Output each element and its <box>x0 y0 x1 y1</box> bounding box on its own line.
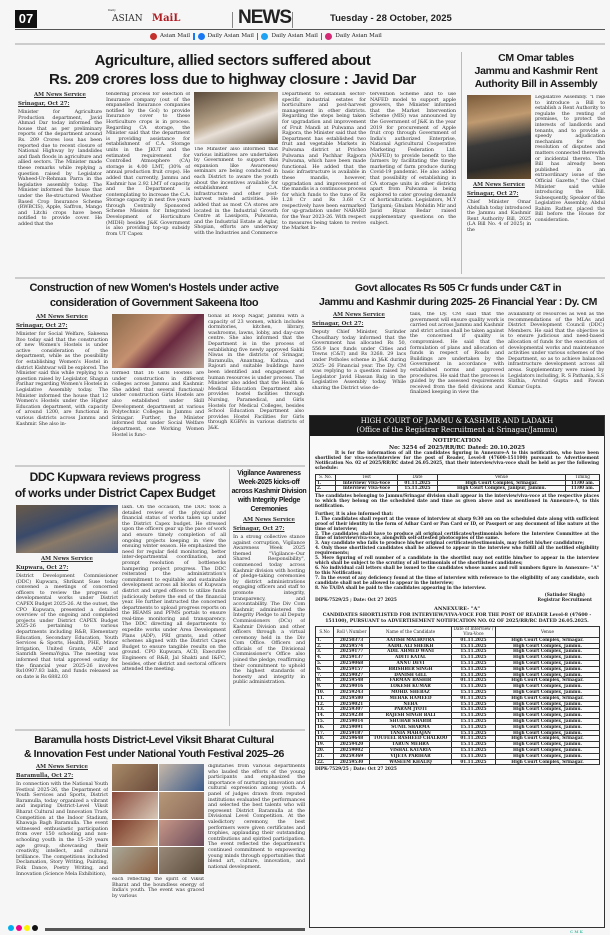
candidate-cell: TANIA MAHAJAN <box>370 730 452 736</box>
sakeena-itoo-photo <box>112 314 204 368</box>
yellow-dot <box>24 925 30 931</box>
dateline: Srinagar, Oct 27: <box>18 101 70 107</box>
candidate-cell: 21. <box>316 753 334 759</box>
signature-title: Registrar Recruitment <box>537 598 592 604</box>
candidate-cell: 15.11.2025 <box>452 672 496 678</box>
candidate-cell: 01.11.2025 <box>452 759 496 765</box>
candidate-cell: High Court Complex, Jammu. <box>496 747 600 753</box>
byline: AM News Service <box>243 517 295 523</box>
candidate-cell: VIJETA PARIHAR <box>370 753 452 759</box>
candidate-cell: High Court Complex, Jammu. <box>496 724 600 730</box>
dateline: Srinagar, Oct 27: <box>233 526 285 532</box>
notice-title: NOTIFICATION <box>432 438 482 444</box>
headline-line-2: Jammu and Kashmir during 2025- 26 Financial Year : Dy. CM <box>319 296 597 308</box>
dateline: Srinagar, Oct 27: <box>467 191 519 197</box>
article-text: Deputy Chief Minister, Surinder Choudhary today informed that the Government has allocated Rs 50, 556.9 lacs funds under Cities and Towns (C&T) and Rs 3268. 29 lacs under Potholes scheme in J&K during 2025- 26 Financial year. The Dy. CM was replying to a question raised by Legislator Javid Hassan Baig in the Legislative Assembly today. While sharing the District wise de- <box>312 329 406 391</box>
story-hostels-col-3 <box>208 314 304 462</box>
candidates-header-cell: Venue <box>496 627 600 638</box>
candidate-cell: 2. <box>316 643 334 649</box>
logo <box>108 9 198 27</box>
article-text: formed that 16 Girls Hostels are under construction in different colleges across Jammu and Kashmir. She added that several functional/ under construction Girls Hostels are also established under Skill Development department at various Polytechnic Colleges in Jammu and Srinagar. Further, the Minister informed that under Social Welfare department, one Working Women Hostel is func- <box>112 371 204 438</box>
candidate-cell: High Court Complex, Jammu. <box>496 713 600 719</box>
candidate-cell: 18. <box>316 736 334 742</box>
magenta-dot <box>16 925 22 931</box>
candidate-cell: ADITI KATAL <box>370 655 452 661</box>
dipk-reference-2: DIPK-7529/25 ; Date: Oct 27 2025 <box>315 767 397 773</box>
cmyk-label: C M K <box>570 929 583 934</box>
byline: AM News Service <box>333 312 385 318</box>
candidate-cell: 15.11.2025 <box>452 684 496 690</box>
notice-header <box>310 416 604 436</box>
candidate-cell: 9. <box>316 684 334 690</box>
candidate-cell: 4. <box>316 655 334 661</box>
candidate-cell: ADIL AHMED WANI <box>370 649 452 655</box>
black-dot <box>32 925 38 931</box>
candidate-cell: AATISH MALHOTRA <box>370 637 452 643</box>
candidate-cell: High Court Complex, Jammu. <box>496 753 600 759</box>
instagram-icon[interactable] <box>325 33 332 40</box>
candidate-cell: BRISHBER SINGH <box>370 666 452 672</box>
registration-marks <box>8 925 38 931</box>
annexure-title: ANNEXURE- "A" <box>433 606 481 613</box>
article-text: Department to establish sector-specific industrial estates for horticulture and post-harvest management in other districts. Regarding the steps being taken for upgradation and improvement of Fruit Mandi at Pulwama and Rajpora, the Minister said that the Department has established two fruit and vegetable Markets in Pulwama district at Prichoo Pulwama and Pachhar Rajpora Pulwama, which have been made functional. He added that the basic infrastructure is available in these mandis, however, upgradation and improvement of the mandis is a continuous process for which funds to the tune of Rs 1.28 Cr and Rs 3.68 Cr respectively have been earmarked for up-gradation under NABARD for the Year 2023-26. With respect to measures being taken to revive the Market In- <box>282 92 366 232</box>
dateline: Srinagar, Oct 27: <box>312 321 364 327</box>
article-text: dignitaries from various departments who lauded the efforts of the young participants and emphasized the importance of nurturing innovation and cultural expression among youth. A panel of judges drawn from reputed institutions evaluated the performances and selected the best talents who will represent District Baramulla at the Divisional Level Competition. At the valedictory ceremony, the best performers were given certificates and trophies, applauding their outstanding contributions and spirited participation. The event reflected the department's continued commitment to empowering young minds through opportunities that blend art, culture, innovation, and national development. <box>208 764 305 870</box>
story-ddc-col-2 <box>122 505 226 726</box>
candidate-cell: SHUHAB SHABIR <box>370 718 452 724</box>
candidate-cell: 15.11.2025 <box>452 690 496 696</box>
story-rent-bill-headline <box>464 52 608 91</box>
notice-point: 5. Mere figuring of roll number of a candidate in the shortlist may not entitle him/her to appear in the interview which shall be subject to the scrutiny of all testimonials of the shortlisted candidates; <box>315 556 599 566</box>
candidate-cell: 8. <box>316 678 334 684</box>
candidate-cell: 01.11.2025 <box>452 678 496 684</box>
schedule-cell: High Court Complex, Janipur, Jammu. <box>438 486 566 492</box>
headline-line-1: CM Omar tables <box>498 52 574 64</box>
story-rent-bill-col-1 <box>467 182 531 274</box>
candidate-cell: 15.11.2025 <box>452 718 496 724</box>
divider <box>193 33 195 40</box>
candidate-cell: LOKESH KUMAR <box>370 684 452 690</box>
section-rule <box>15 729 305 731</box>
notice-point: 2. The candidates shall have to produce all original certificates/testimonials before the Interview Committee at the time of interview/viva-voce, alongwith self-attested photocopies of the same. <box>315 531 599 542</box>
candidate-cell: High Court Complex, Jammu. <box>496 684 600 690</box>
story-agriculture-col-4 <box>282 92 366 274</box>
notice-point: 3. Any candidate who fails to produce his/her original certificates/testimonials, may forfeit his/her candidature; <box>315 541 585 547</box>
headline-line-2: Rs. 209 crores loss due to highway closure : Javid Dar <box>49 71 416 88</box>
article-text: Chief Minister Omar Abdullah today introduced the Jammu and Kashmir Rent Authority Bill, 2025 (LA Bill No. 4 of 2025) in the <box>467 199 531 233</box>
article-text: each reflecting the spirit of Viksit Bharat and the boundless energy of India's youth. The event was graced by various <box>112 877 204 899</box>
candidates-header-cell: Name of the Candidate <box>370 627 452 638</box>
headline-line-1: Baramulla hosts District-Level Viksit Bharat Cultural <box>34 734 274 746</box>
dateline: Kupwara, Oct 27: <box>16 565 69 571</box>
candidate-cell: MEHAK HAMEED <box>370 695 452 701</box>
byline: AM News Service <box>473 182 525 188</box>
byline: AM News Service <box>41 556 93 562</box>
candidate-cell: 20259068 <box>334 661 370 667</box>
headline-line-1: Construction of new Women's Hostels under active <box>29 282 279 294</box>
candidate-cell: 20259420 <box>334 742 370 748</box>
schedule-table <box>315 474 600 492</box>
notice-point: 1. The candidates shall report at the venue of interview at sharp 9:30 am on the scheduled date along with sufficient proof of their identity in the form of Adhar Card or Pan Card or ID, or Passport or any document of like nature at the time of interview; <box>315 516 599 532</box>
candidate-cell: NEHA <box>370 701 452 707</box>
candidate-cell: High Court Complex, Jammu. <box>496 655 600 661</box>
collage-photo <box>159 820 205 847</box>
candidate-cell: High Court Complex, Jammu. <box>496 672 600 678</box>
social-youtube-label[interactable]: Asian Mail <box>160 32 191 39</box>
candidate-cell: High Court Complex, Jammu. <box>496 649 600 655</box>
candidate-cell: High Court Complex, Srinagar. <box>496 678 600 684</box>
story-ct-funds-headline <box>308 281 608 309</box>
collage-photo <box>159 792 205 819</box>
signature-name: (Satinder Singh) <box>544 593 585 599</box>
schedule-header-cell: S. No. <box>316 474 336 480</box>
festival-photo-collage <box>112 764 204 874</box>
story-hostels-col-1 <box>16 314 108 462</box>
schedule-header-cell: Test <box>336 474 398 480</box>
column-divider <box>461 52 462 274</box>
candidate-cell: 11. <box>316 695 334 701</box>
headline-line-1: Agriculture, allied sectors suffered about <box>94 52 371 69</box>
schedule-cell: 15.11.2025 <box>398 486 438 492</box>
section-rule <box>15 277 605 279</box>
candidate-cell: 01.11.2025 <box>452 695 496 701</box>
story-ct-funds-col-1 <box>312 312 406 412</box>
masthead-rule <box>15 29 605 30</box>
candidate-cell: AADIL ALI SHEIKH <box>370 643 452 649</box>
candidate-cell: 15.11.2025 <box>452 649 496 655</box>
candidate-cell: 15.11.2025 <box>452 661 496 667</box>
masthead-bottom-rule <box>15 43 605 45</box>
candidate-cell: High Court Complex, Jammu. <box>496 718 600 724</box>
candidate-cell: 20259307 <box>334 707 370 713</box>
headline-line-2: of works under District Capex Budget <box>14 486 216 500</box>
story-agriculture-col-2 <box>106 92 190 274</box>
candidate-cell: 5. <box>316 661 334 667</box>
candidate-cell: High Court Complex, Jammu. <box>496 690 600 696</box>
headline-line-2: Week-2025 kicks-off <box>238 479 300 486</box>
candidate-cell: High Court Complex, Srinagar. <box>496 695 600 701</box>
candidate-cell: 20259648 <box>334 736 370 742</box>
candidate-cell: High Court Complex, Jammu. <box>496 661 600 667</box>
candidate-cell: 20259157 <box>334 666 370 672</box>
notice-header-line-2: (Office of the Registrar Recruitment at Srinagar/Jammu) <box>356 426 558 434</box>
dipk-reference: DIPK-7529/25 ; Date: Oct 27 2025 <box>315 598 397 604</box>
story-ddc-headline <box>3 469 227 501</box>
candidate-cell: 20259530 <box>334 759 370 765</box>
headline-line-2: & Innovation Fest under National Youth Festival 2025–26 <box>23 748 284 760</box>
byline: AM News Service <box>34 92 86 98</box>
story-baramulla-col-2 <box>112 877 204 920</box>
schedule-header-cell: Date <box>398 474 438 480</box>
candidate-cell: 6. <box>316 666 334 672</box>
candidate-cell: 15.11.2025 <box>452 655 496 661</box>
byline: AM News Service <box>36 314 88 320</box>
headline-line-1: DDC Kupwara reviews progress <box>29 470 201 484</box>
headline-line-5: Ceremonies <box>250 506 288 513</box>
print-bar-bottom <box>45 928 305 931</box>
article-text: tervention Scheme and to use NAFED model to support apple growers, the Minister informed that the Market Intervention Scheme (MIS) was announced by the Government of J&K in the year 2019 for procurement of Apple fruit crop through Government of India's authorized Enterprise, National Agricultural Cooperative Marketing Federation Ltd. (NAFED) to provide benefit to the farmers by facilitating the timely marketing of farm produce during Covid-19 pandemic. He also added that possibility of establishing in CA storage units in other districts apart from Pulwama is being explored to cater growing demands of horticulturists. Legislators, M.Y Tarigami; Ghulam Mohidin Mir and Javid Riyaz Bedar raised supplementary questions on the subject. <box>370 92 456 226</box>
article-text: The Minister also informed that various initiatives are undertaken by Government to support this expansion like Awareness/ seminars are being conducted in each District to aware the youth about the incentives available for establishment of C.A. infrastructure and other post-harvest related activities. He added that as most CA stores are located in the Industrial Growth Centre at Lassipora, Pulwama, and the Industrial Estate at Aglar, Shopian, efforts are underway with the Industries and Commerce <box>194 147 278 236</box>
candidate-cell: 20259021 <box>334 701 370 707</box>
candidate-cell: 15.11.2025 <box>452 666 496 672</box>
candidate-cell: 20259014 <box>334 718 370 724</box>
candidate-cell: SUNIL SHARMA <box>370 724 452 730</box>
issue-date: Tuesday - 28 October, 2025 <box>330 13 452 24</box>
candidate-cell: High Court Complex, Srinagar. <box>496 736 600 742</box>
candidate-cell: 20259027 <box>334 672 370 678</box>
candidates-header-cell: Date of Interview / Viva-Voce <box>452 627 496 638</box>
headline-line-4: with Integrity Pledge <box>237 497 301 504</box>
youtube-icon[interactable] <box>150 33 157 40</box>
candidate-cell: 15.11.2025 <box>452 730 496 736</box>
candidate-cell: High Court Complex, Jammu. <box>496 742 600 748</box>
candidate-cell: High Court Complex, Jammu. <box>496 730 600 736</box>
headline-line-3: Authority Bill in Assembly <box>474 78 598 90</box>
candidate-cell: High Court Complex, Jammu. <box>496 643 600 649</box>
byline: AM News Service <box>36 764 88 770</box>
cm-photo <box>467 95 531 179</box>
candidates-table <box>315 626 600 765</box>
article-text: In connection with the National Youth Festival 2025-26, the Department of Youth Services and Sports, District Baramulla, today organized a vibrant and inspiring District-Level Viksit Bharat Cultural and Innovation Track Competition at the Indoor Stadium, Khawaja Bagh Baramulla. The event witnessed enthusiastic participation from over 150 schooling and non-schooling youth in the 15–29 years age group, showcasing their creativity, intellect, and cultural brilliance. The competitions included Declamation, Story Writing, Painting, Folk Dance, Poetry Writing, and Innovation (Science Mela Exhibition), <box>16 781 108 877</box>
candidate-cell: 22. <box>316 759 334 765</box>
notice-point: 4. Only those shortlisted candidates shall be allowed to appear in the interview who fulfill all the notified eligibility requirements; <box>315 546 599 557</box>
ddc-meeting-photo <box>16 505 118 553</box>
candidate-cell: 20259574 <box>334 643 370 649</box>
candidates-header-row <box>316 627 600 638</box>
article-text: Minister for Agriculture Production department, Javid Ahmad Dar today informed the house that as per preliminary reports of the department around Rs. 209 Crores loss has been reported due to recent closure of National Highway by landslides and flash floods in agriculture and allied sectors. The Minister made these remarks while replying a question raised by Legislator Waheed-Ur-Rehman Parra in the legislative assembly today. The Minister informed the house that under the Re-structured Weather Based Crop Insurance Scheme (RWBCIS), Apple, Saffron, Mango and Litchi crops have been notified to provide cover. He added that the <box>18 109 102 227</box>
candidate-cell: 12. <box>316 701 334 707</box>
section-title: NEWS <box>238 7 291 28</box>
schedule-cell: 11:00 am. <box>566 480 600 486</box>
logo-red: MaiL <box>152 13 181 24</box>
candidate-cell: 14. <box>316 713 334 719</box>
candidate-cell: DANISH GILL <box>370 672 452 678</box>
candidate-cell: High Court Complex, Jammu. <box>496 707 600 713</box>
story-agriculture-col-3 <box>194 147 278 274</box>
story-baramulla-headline <box>3 733 305 761</box>
schedule-cell: 11:00 am. <box>566 486 600 492</box>
story-ddc-col-1 <box>16 556 118 726</box>
schedule-header-cell: Venue <box>438 474 566 480</box>
candidate-cell: 13. <box>316 707 334 713</box>
candidate-cell: 15.11.2025 <box>452 724 496 730</box>
candidate-cell: WASEEM KHALIQ <box>370 759 452 765</box>
candidate-cell: 10. <box>316 690 334 696</box>
cyan-dot <box>8 925 14 931</box>
candidate-cell: 20259091 <box>334 724 370 730</box>
collage-photo <box>112 792 158 819</box>
schedule-cell: Interview/ Viva-Voce <box>336 480 398 486</box>
section-divider-left <box>232 12 233 28</box>
notice-further: Further, it is also informed that: <box>315 511 393 517</box>
social-twitter-label[interactable]: Daily Asian Mail <box>271 32 318 39</box>
candidate-cell: 20250373 <box>334 637 370 643</box>
schedule-cell: 1. <box>316 480 336 486</box>
candidate-cell: FARMAN BASHIR <box>370 678 452 684</box>
candidate-cell: TOUFEEL RASHEED CHALKOO <box>370 736 452 742</box>
candidate-cell: High Court Complex, Srinagar. <box>496 637 600 643</box>
divider <box>257 33 259 40</box>
candidate-cell: PARAM JYOTI <box>370 707 452 713</box>
candidate-row <box>316 759 600 765</box>
candidates-header-cell: S.No <box>316 627 334 638</box>
collage-photo <box>112 847 158 874</box>
story-agriculture-col-5 <box>370 92 456 274</box>
candidate-cell: 15.11.2025 <box>452 753 496 759</box>
headline <box>5 51 460 89</box>
schedule-cell: Interview/ Viva-Voce <box>336 486 398 492</box>
story-rent-bill-col-2 <box>535 95 605 274</box>
divider <box>321 33 323 40</box>
candidate-cell: 15.11.2025 <box>452 707 496 713</box>
collage-photo <box>159 847 205 874</box>
notice-number: No: 3254 of 2025/RR/RC Dated: 20.10.2025 <box>388 444 526 451</box>
candidate-cell: High Court Complex, Srinagar. <box>496 759 600 765</box>
headline-line-1: Govt allocates Rs 505 Cr funds under C&T in <box>354 282 562 294</box>
twitter-icon[interactable] <box>261 33 268 40</box>
notice-point: 8. No TA/DA shall be paid to the candidates appearing in the interview. <box>315 585 486 591</box>
candidate-cell: 20259238 <box>334 713 370 719</box>
candidate-cell: 15.11.2025 <box>452 742 496 748</box>
candidate-cell: 20259002 <box>334 747 370 753</box>
facebook-icon[interactable] <box>198 33 205 40</box>
headline-line-2: consideration of Government Sakeena Itoo <box>49 297 259 309</box>
section-rule <box>15 465 305 467</box>
article-text: District Development Commissioner (DDC) Kupwara, Shrikant Suse today convened a meetings of concerned officers to review the progress of developmental works under District CAPEX Budget 2025-26. At the outset, the CPO Kupwara, presented a detailed overview of the ongoing and completed projects under District CAPEX Budget 2025-26 pertaining to various departments including R&B, Elementary Education, Secondary Education, Youth Services & Sports, Health, PHE, Minor Irrigation, United Grants, ADF and Samridh SeemaYojna. The meeting was informed that total approved outlay for the financial year 2025-26 involves Rs10907.83 lakh, and funds released as on date is Rs 6882.03 <box>16 573 118 680</box>
dateline: Srinagar, Oct 27: <box>16 323 68 329</box>
schedule-cell: 2. <box>316 486 336 492</box>
candidate-cell: High Court Complex, Jammu. <box>496 666 600 672</box>
candidate-cell: ANNU DEVI <box>370 661 452 667</box>
story-baramulla-col-3 <box>208 764 305 920</box>
dateline: Baramulla, Oct 27: <box>16 773 74 779</box>
social-instagram-label[interactable]: Daily Asian Mail <box>335 32 382 39</box>
signature-block <box>538 593 592 603</box>
article-text: tails, the Dy. CM said that the government will ensure quality work is carried out across Jammu and Kashmir and strict action shall be taken against the concerned if quality is compromised. He said that the formulation of plans and allocation of funds in respect of Roads and Buildings are undertaken by the Government in accordance with established norms and approved procedures. He said that the process is guided by the assessed requirements received from the field divisions and finalized keeping in view the <box>410 312 504 396</box>
schedule-cell: High Court Complex, Srinagar. <box>438 480 566 486</box>
headline-line-1: Vigilance Awareness <box>237 470 301 477</box>
collage-photo <box>112 820 158 847</box>
logo-small: Daily <box>108 8 116 12</box>
candidate-cell: TARUN MEHRA <box>370 742 452 748</box>
notice-point: 6. No individual call letters shall be issued to the candidates whose names and roll numbers figure in Annexure- "A" to this Notification; <box>315 565 599 576</box>
candidate-cell: 15.11.2025 <box>452 747 496 753</box>
story-hostels-col-2 <box>112 371 204 462</box>
story-baramulla-col-1 <box>16 764 108 920</box>
minister-photo <box>194 92 278 144</box>
candidate-cell: 19. <box>316 742 334 748</box>
article-text: tendering process for selection of Insurance company (out of the empanelled Insurance companies notified by the GoI) to provide Insurance cover to these Horticulture crops is in process. Regarding CA storage, the Minister said that the department is providing assistance for establishment of C.A. Storage units in the JKUT and the estimated requirement for Controlled Atmosphere (CA) storage is 4.00 LMT, (30% of annual production fruit crops). He added that currently, Jammu and Kashmir has 2.92 LMT of capacity and the Department is contemplating to increase the C.A. Storage capacity in next five years through Centrally Sponsored Scheme Mission for Integrated Development of Horticulture (MIDH) besides J&K Government is also providing top-up subsidy from UT Capex <box>106 92 190 237</box>
candidate-cell: 20259369 <box>334 753 370 759</box>
candidate-cell: MOHD. SHEBAZ <box>370 690 452 696</box>
column-divider <box>229 469 230 726</box>
story-agriculture-col-1 <box>18 92 102 274</box>
candidate-cell: 15.11.2025 <box>452 713 496 719</box>
candidate-cell: 1. <box>316 637 334 643</box>
candidate-cell: 20259548 <box>334 678 370 684</box>
candidate-cell: 20259177 <box>334 649 370 655</box>
collage-photo <box>159 764 205 791</box>
article-text: availability of resources as well as the recommendations of the MLAs and District Development Council (DDC) Members. He said that the objective is to ensure judicious and need-based allocation of funds for the execution of developmental works and maintenance activities under various schemes of the Department, so as to achieve balanced infrastructure development across all areas. Supplementary were raised by Legislators including, R. S Pathania, S.S Slathia, Arvind Gupta and Pawan Kumar Gupta. <box>508 312 604 390</box>
candidate-cell: 17. <box>316 730 334 736</box>
article-text: In a strong collective stance against corruption, Vigilance Awareness Week 2025 themed "Vigilance–Our Shared Responsibility", commenced today across Kashmir division with hosting of pledge-taking ceremonies by district administrations engaging officers and staff to promote integrity, transparency, and accountability. The Div Com Kashmir, administered the Integrity Pledge to all Deputy Commissioners (DCs) of Kashmir Division and other officers through a virtual ceremony held in the Div Com Office. Officers and officials of the Divisional Commissioner's Office also joined the pledge, reaffirming their commitment to uphold the highest standards of honesty and integrity in public administration. <box>233 534 305 686</box>
story-ct-funds-col-3 <box>508 312 604 412</box>
headline-line-2: Jammu and Kashmir Rent <box>474 65 598 77</box>
schedule-header-cell: Timing <box>566 474 600 480</box>
candidate-cell: 01.11.2025 <box>452 637 496 643</box>
social-facebook-label[interactable]: Daily Asian Mail <box>207 32 254 39</box>
candidate-cell: 20259187 <box>334 730 370 736</box>
notice-signature <box>310 591 604 603</box>
candidate-cell: 20259243 <box>334 690 370 696</box>
story-ct-funds-col-2 <box>410 312 504 412</box>
candidate-cell: RAJESH SINGH BALI <box>370 713 452 719</box>
candidate-cell: 01.11.2025 <box>452 736 496 742</box>
candidate-cell: VISHAL KATARIA <box>370 747 452 753</box>
notice-point: 7. In the event of any deficiency found at the time of interview with reference to the eligibility of any candidate, such candidate shall not be allowed to appear in the interview; <box>315 575 599 586</box>
social-bar <box>150 31 382 41</box>
candidate-cell: 16. <box>316 724 334 730</box>
notice-intro: It is for the information of all the candidates figuring in Annexure-A to this notification, who have been shortlisted for viva-voce/interview for the post of Reader, Level-8 (47600-151100) pursuant to Advertisement Notification No. 02 of 2025/RR/RC dated 26.05.2025, that their interview/viva-voce shall be held as per the following schedule: <box>315 451 599 471</box>
story-vigilance-headline <box>231 469 307 514</box>
candidate-cell: 15.11.2025 <box>452 701 496 707</box>
candidate-cell: 15.11.2025 <box>452 643 496 649</box>
candidate-cell: 20259580 <box>334 695 370 701</box>
candidate-cell: 20. <box>316 747 334 753</box>
article-text: Legislative Assembly. "I rise to introduce a Bill to establish a Rent Authority to regulate the renting of premises, to protect the interests of landlords and tenants, and to provide a speedy adjudication mechanism for the resolution of disputes and matters connected therewith or incidental thereto. The Bill has already been published in an extraordinary issue of the Official Gazette," the Chief Minister said while introducing the Bill. Subsequently, Speaker of the Legislative Assembly, Abdul Rahim Rather, placed the Bill before the House for consideration. <box>535 95 605 224</box>
collage-photo <box>112 764 158 791</box>
headline-line-3: across Kashmir Division <box>231 488 307 495</box>
notice-para-2: The candidates belonging to Jammu/Srinagar division shall appear in the interview/viva-voce at the respective places to which they belong on the scheduled date and time as given above and as mentioned in Annexure-A, to this notification. <box>315 494 599 510</box>
candidate-cell: 3. <box>316 649 334 655</box>
article-text: Minister for Social Welfare, Sakeena Itoo today said that the construction of new Women's Hostels is under active consideration of the department, while as the possibility for establishing Women's Hostel in district Kishtwar will be explored. The Minister said this while replying to a question raised by Legislator, Shagun Parihar regarding Women's Hostels in Legislative Assembly today. The Minister informed the house that 12 Women's Hostels under the Higher Education department, with capacity of around 1200, are functional in various districts across Jammu and Kashmir. She also in- <box>16 331 108 427</box>
candidate-cell: 20259016 <box>334 684 370 690</box>
candidates-header-cell: Roll \ Number <box>334 627 370 638</box>
article-text: tional at Roop Nagar, Jammu with a capacity of 23 women, which includes dormitories, kitchen, library, washrooms, lawns, lobby, and day-care centre. She also informed that the Department is in the process of establishing five newly approved Sakhi Niwas in the districts of Srinagar, Baramulla, Anantnag, Kathua, and Rajouri and suitable buildings have been identified and engagement of human resources is under process. The Minister also added that the Health & Medical Education Department also provides hostel facilities through Nursing, Paramedical, and Girls Hostels for Medical Colleges, besides School Education Department also provides Hostel Facilities for Girls through KGBVs in various districts of J&K. <box>208 314 304 431</box>
candidate-cell: 15. <box>316 718 334 724</box>
schedule-row <box>316 486 600 492</box>
article-text: lakh. On the occasion, the DDC took a detailed review of the physical and financial status of works taken up under the District Capex budget. He stressed upon the officers gear up the pace of work and ensure timely completion of all ongoing projects keeping in view the ensuing winter season. He emphasized the need for regular field monitoring, better inter-departmental coordination, and prompt resolution of bottlenecks hampering project progress. The DDC reiterated the administration's commitment to equitable and sustainable development across all blocks of Kupwara district and urged officers to utilize funds judiciously before the end of the financial year. He further instructed the concerned departments to upload progress reports on the BEAMS and PFMS portals to ensure real-time monitoring and transparency. The DDC directing all departments to expedite works under Area Development Plans (ADP), PRI grants, and other schemes aligned with the District Capex Budget to ensure tangible results on the ground. CPO Kupwara, ACD, Executive Engineers of R&B, Jal Shakti and I&FC, besides, other district and sectoral officers attended the meeting. <box>122 505 226 673</box>
story-vigilance-col <box>233 517 305 726</box>
candidate-cell: High Court Complex, Jammu. <box>496 701 600 707</box>
notice-points <box>310 518 604 592</box>
story-hostels-headline <box>3 281 305 311</box>
page-number: 07 <box>15 10 37 28</box>
annexure-subtitle: CANDIDATES SHORTLISTED FOR INTERVIEW/VIVA-VOCE FOR THE POST OF READER Level-8 (47600 - 151100), PURSUANT to ADVERTISEMENT NOTIFICATION NO. 02 OF 2025/RR/RC DATED 26.05.2025. <box>322 613 592 624</box>
high-court-notice <box>309 415 605 928</box>
notice-header-line-1: HIGH COURT OF JAMMU & KASHMIR AND LADAKH <box>360 417 554 425</box>
logo-main: ASIAN <box>112 14 143 24</box>
candidate-cell: 20259137 <box>334 655 370 661</box>
section-divider-right <box>292 12 293 28</box>
schedule-cell: 01.11.2025 <box>398 480 438 486</box>
candidate-cell: 7. <box>316 672 334 678</box>
